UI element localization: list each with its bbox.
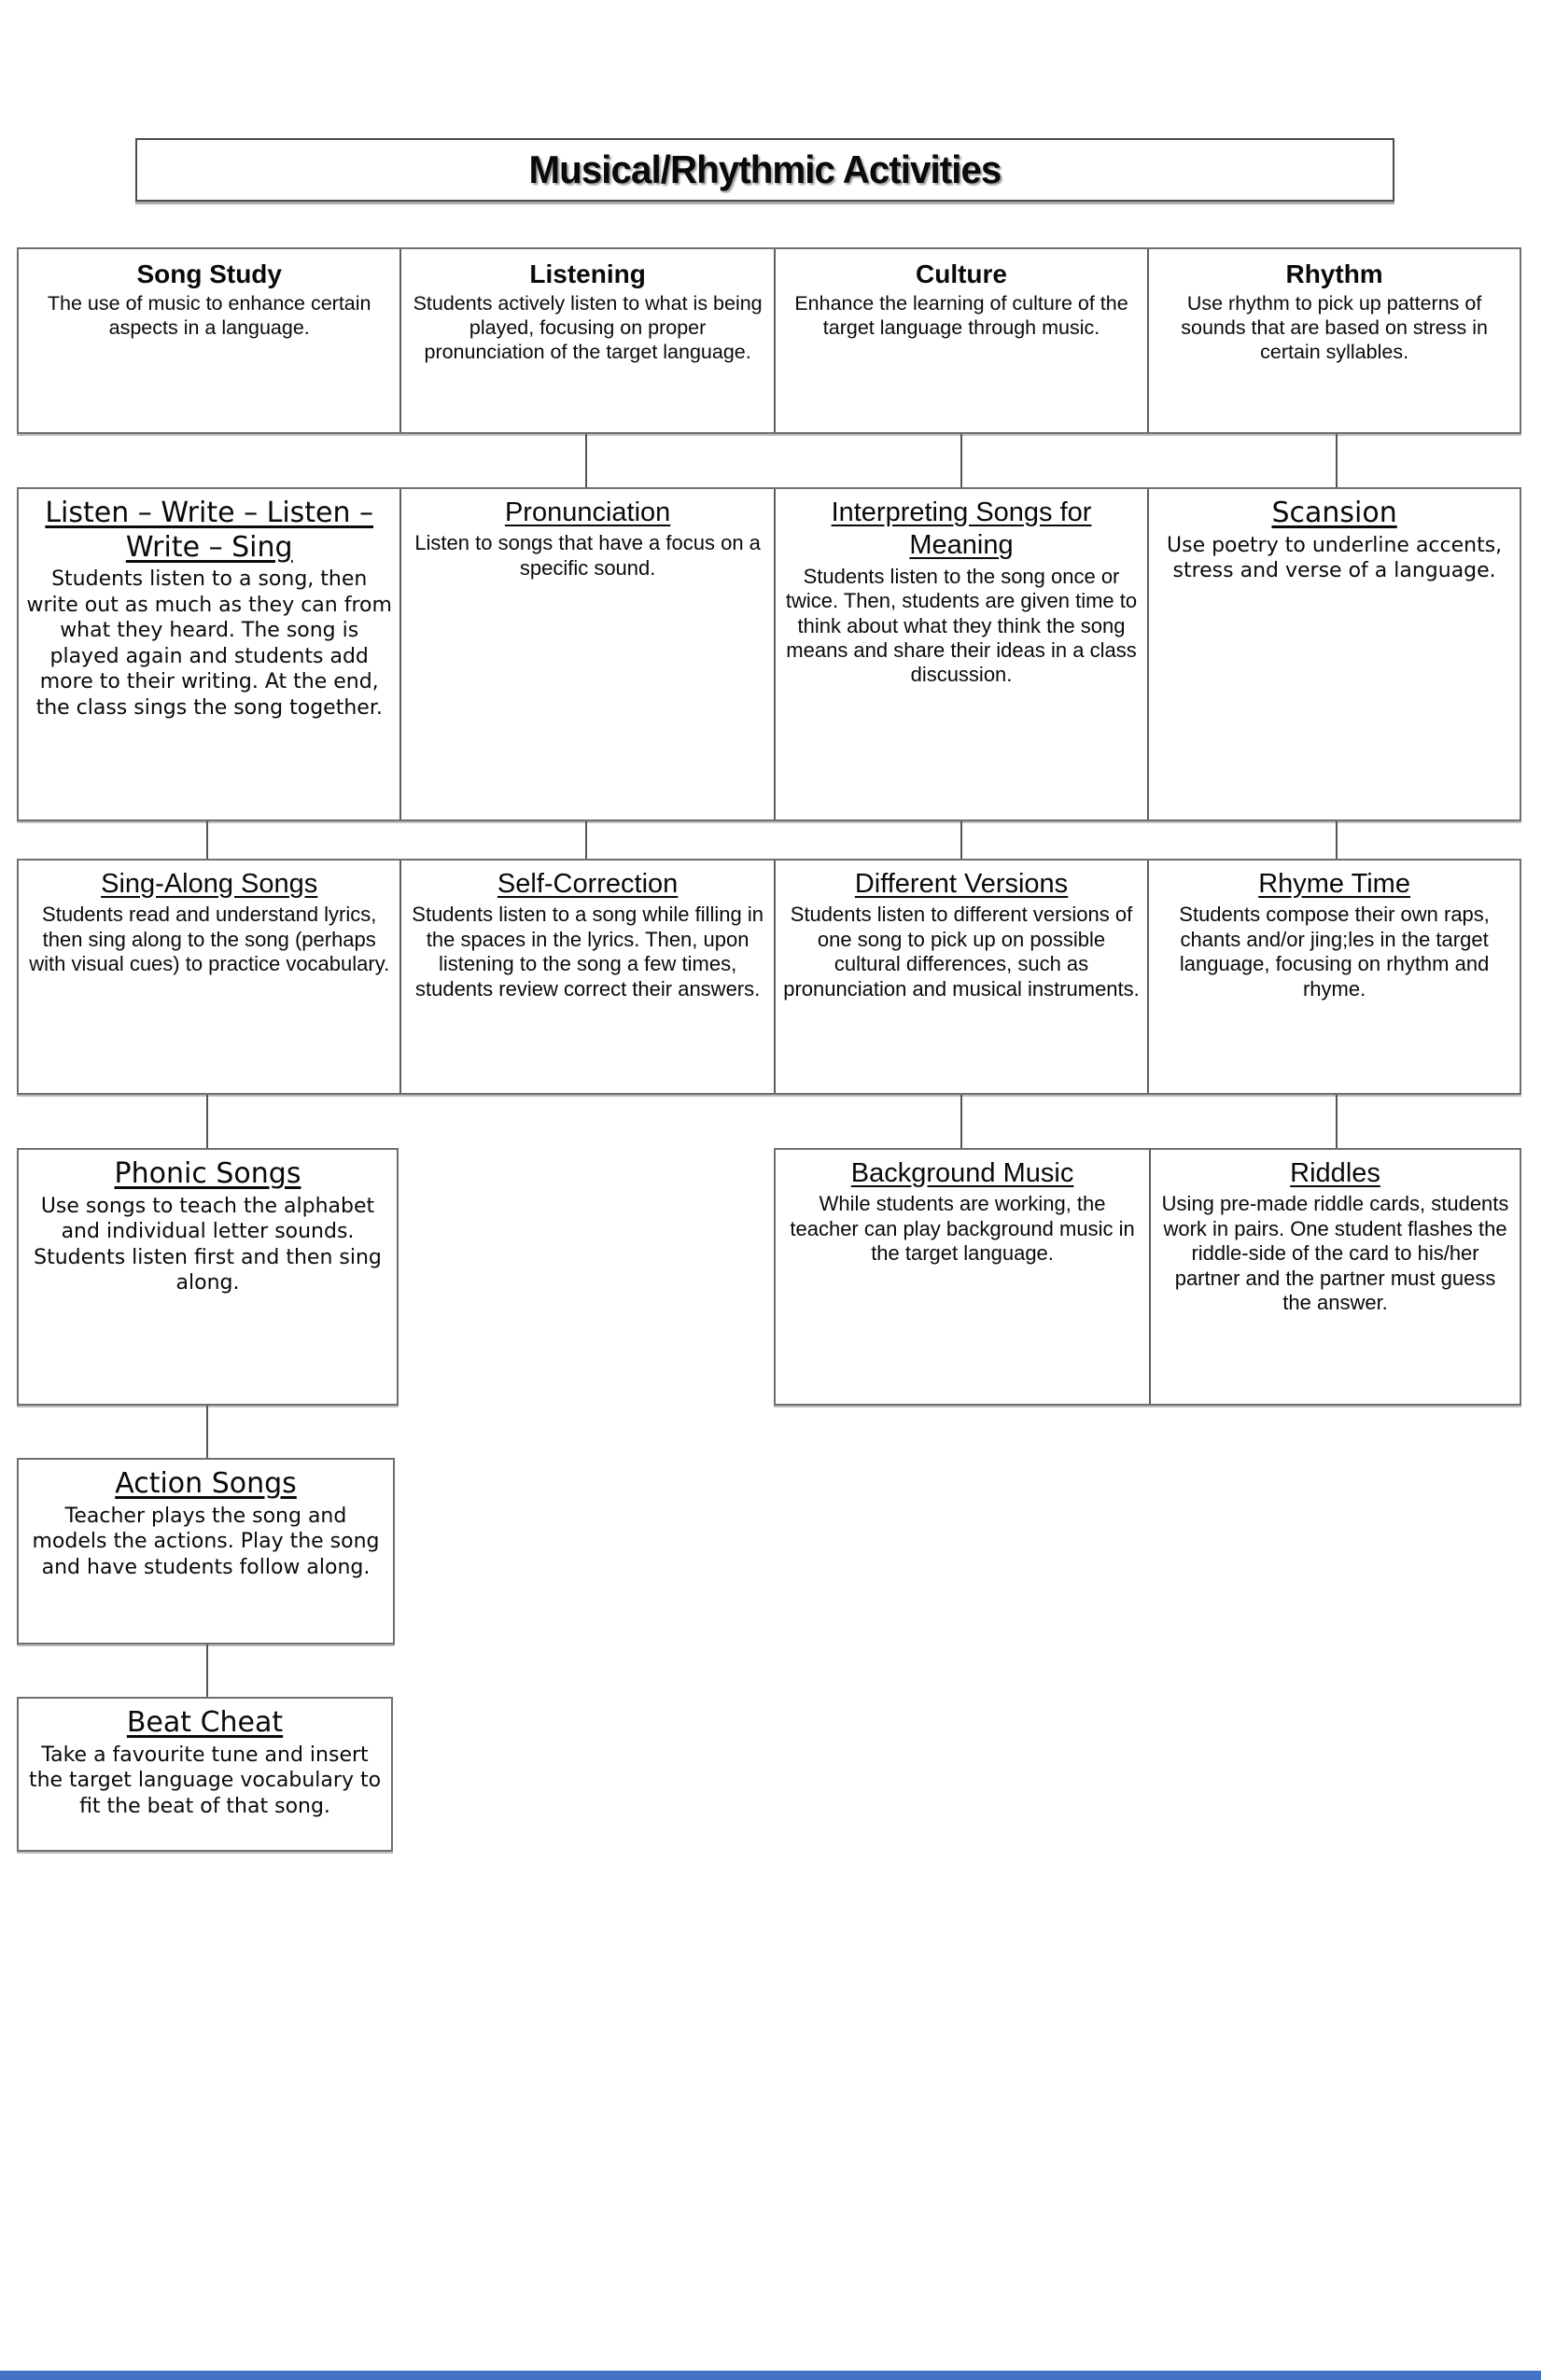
connector-line	[585, 821, 587, 859]
box-self-correction	[399, 861, 773, 1093]
box-scansion	[1147, 489, 1520, 819]
row-4-left-strip	[17, 1148, 399, 1406]
connector-line	[960, 821, 962, 859]
box-body: Teacher plays the song and models the actions. Play the song and have students follow along.	[32, 1504, 380, 1579]
row-6-strip	[17, 1697, 393, 1852]
box-title: Beat Cheat	[126, 1706, 284, 1739]
row-4-right-strip	[774, 1148, 1521, 1406]
box-body: Listen to songs that have a focus on a specific sound.	[414, 531, 761, 580]
box-body: Use poetry to underline accents, stress and verse of a language.	[1167, 533, 1503, 583]
box-different-versions	[774, 861, 1147, 1093]
box-title: Pronunciation	[504, 497, 671, 527]
box-listen-write-listen-write-sing	[19, 489, 399, 819]
box-listening	[399, 249, 773, 432]
box-beat-cheat	[19, 1699, 391, 1850]
connector-line	[206, 1406, 208, 1458]
box-title: Background Music	[850, 1158, 1074, 1188]
box-title: Different Versions	[854, 869, 1069, 899]
row-5-strip	[17, 1458, 395, 1645]
row-1-strip	[17, 247, 1521, 434]
connector-line	[1336, 821, 1338, 859]
box-body: Students actively listen to what is being played, focusing on proper pronunciation of the target language.	[413, 292, 763, 363]
box-body: Using pre-made riddle cards, students work in pairs. One student flashes the riddle-side of the card to his/her partner and the partner must guess the answer.	[1161, 1192, 1509, 1314]
box-body: Students listen to different versions of one song to pick up on possible cultural differences, such as pronunciation and musical instruments.	[783, 903, 1140, 1001]
connector-line	[206, 1645, 208, 1697]
box-pronunciation	[399, 489, 773, 819]
title-box	[135, 138, 1394, 202]
page-title: Musical/Rhythmic Activities	[528, 147, 1002, 191]
box-culture	[774, 249, 1147, 432]
box-title: Riddles	[1290, 1158, 1380, 1188]
connector-line	[1336, 434, 1338, 487]
box-title: Scansion	[1271, 497, 1397, 529]
row-3-strip	[17, 859, 1521, 1095]
box-rhyme-time	[1147, 861, 1520, 1093]
box-rhythm	[1147, 249, 1520, 432]
box-title: Listening	[529, 259, 646, 288]
box-title: Self-Correction	[497, 869, 679, 899]
box-body: Students read and understand lyrics, then sing along to the song (perhaps with visual cues) to practice vocabulary.	[29, 903, 390, 976]
box-title: Interpreting Songs for Meaning	[831, 497, 1092, 561]
box-body: Use songs to teach the alphabet and individual letter sounds. Students listen first and then sing along.	[34, 1194, 382, 1295]
box-title: Song Study	[136, 259, 282, 288]
box-body: Use rhythm to pick up patterns of sounds that are based on stress in certain syllables.	[1181, 292, 1488, 363]
box-riddles	[1149, 1150, 1520, 1404]
connector-line	[206, 1095, 208, 1148]
box-body: Enhance the learning of culture of the target language through music.	[794, 292, 1128, 339]
box-action-songs	[19, 1460, 393, 1643]
box-body: Students listen to a song while filling in the spaces in the lyrics. Then, upon listening to the song a few times, students review correct their answers.	[412, 903, 763, 1001]
box-title: Sing-Along Songs	[101, 869, 318, 899]
box-background-music	[776, 1150, 1149, 1404]
box-body: Students listen to the song once or twice. Then, students are given time to think about what they think the song means and share their ideas in a class discussion.	[785, 564, 1138, 687]
box-interpreting-songs-for-meaning	[774, 489, 1147, 819]
box-body: Students listen to a song, then write out as much as they can from what they heard. The song is played again and students add more to their writing. At the end, the class sings the song together.	[26, 567, 392, 720]
box-body: The use of music to enhance certain aspects in a language.	[47, 292, 371, 339]
connector-line	[960, 1095, 962, 1148]
connector-line	[585, 434, 587, 487]
connector-line	[1336, 1095, 1338, 1148]
box-song-study	[19, 249, 399, 432]
box-title: Rhyme Time	[1258, 869, 1410, 899]
bottom-bar	[0, 2371, 1541, 2380]
box-title: Phonic Songs	[114, 1157, 301, 1190]
box-body: Students compose their own raps, chants and/or jing;les in the target language, focusing on rhythm and rhyme.	[1179, 903, 1490, 1001]
box-body: Take a favourite tune and insert the target language vocabulary to fit the beat of that song.	[28, 1743, 382, 1818]
box-title: Culture	[916, 259, 1007, 288]
box-sing-along-songs	[19, 861, 399, 1093]
box-body: While students are working, the teacher can play background music in the target language.	[790, 1192, 1135, 1266]
box-title: Action Songs	[115, 1467, 297, 1500]
connector-line	[206, 821, 208, 859]
row-2-strip	[17, 487, 1521, 821]
connector-line	[960, 434, 962, 487]
box-title: Listen – Write – Listen – Write – Sing	[45, 497, 374, 564]
box-phonic-songs	[19, 1150, 397, 1404]
box-title: Rhythm	[1285, 259, 1383, 288]
